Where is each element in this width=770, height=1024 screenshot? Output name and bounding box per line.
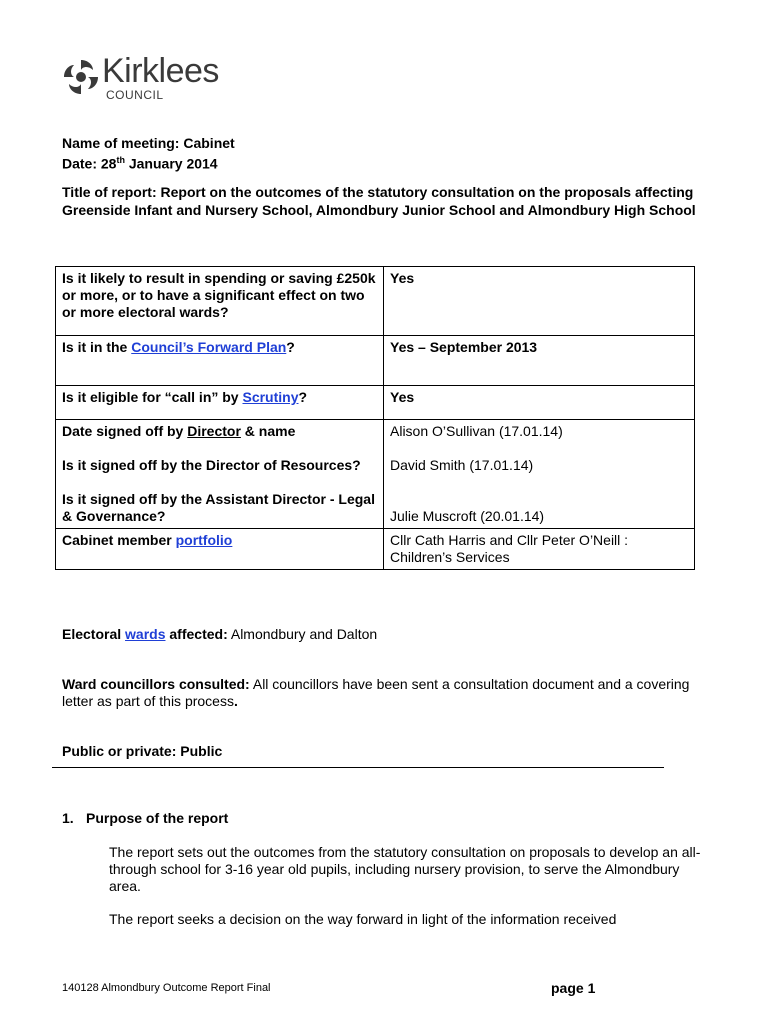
legal-question: Is it signed off by the Assistant Director - Legal & Governance? [62,491,375,524]
footer-document-name: 140128 Almondbury Outcome Report Final [62,982,271,994]
call-in-answer: Yes [384,386,695,420]
spending-question: Is it likely to result in spending or saving £250k or more, or to have a significant effect on two or more electoral wards? [56,267,384,336]
resources-answer: David Smith (17.01.14) [390,457,534,473]
table-row [56,529,695,570]
meeting-name: Name of meeting: Cabinet [62,135,235,151]
ward-councillors: Ward councillors consulted: All councillors have been sent a consultation document and a covering letter as part of this process. [62,676,690,709]
portfolio-link[interactable]: portfolio [175,532,233,548]
call-in-question: Is it eligible for “call in” by Scrutiny? [56,386,384,420]
purpose-paragraph-2: The report seeks a decision on the way forward in light of the information received [109,911,617,927]
kirklees-swirl-icon [62,58,100,96]
logo-subtitle: COUNCIL [106,88,164,102]
scrutiny-link[interactable]: Scrutiny [242,389,299,405]
sign-off-questions [56,420,384,529]
director-question: Date signed off by Director & name [62,423,296,439]
report-title: Title of report: Report on the outcomes of the statutory consultation on the proposals affecting Greenside Infant and Nursery School, Almondbury Junior School and Almondbury High School [62,184,696,218]
footer-page-number: page 1 [551,980,596,996]
portfolio-question: Cabinet member portfolio [56,529,384,570]
legal-answer: Julie Muscroft (20.01.14) [390,508,545,524]
table-row [56,267,695,336]
report-info-table [55,266,695,570]
purpose-paragraph-1: The report sets out the outcomes from the statutory consultation on proposals to develop an all-through school for 3-16 year old pupils, including nursery provision, to serve the Almondbury area. [109,844,701,894]
portfolio-answer: Cllr Cath Harris and Cllr Peter O’Neill : Children’s Services [384,529,695,570]
forward-plan-question: Is it in the Council’s Forward Plan? [56,336,384,386]
forward-plan-answer: Yes – September 2013 [384,336,695,386]
kirklees-logo [62,52,252,104]
forward-plan-link[interactable]: Council’s Forward Plan [131,339,287,355]
table-row [56,420,695,529]
wards-link[interactable]: wards [125,626,166,642]
sign-off-answers [384,420,695,529]
table-row [56,336,695,386]
public-private: Public or private: Public [62,743,223,759]
divider [52,767,664,768]
table-row [56,386,695,420]
meeting-date: Date: 28th January 2014 [62,155,218,172]
resources-question: Is it signed off by the Director of Resources? [62,457,361,473]
director-answer: Alison O’Sullivan (17.01.14) [390,423,563,439]
section-heading: 1. Purpose of the report [62,810,229,826]
electoral-wards: Electoral wards affected: Almondbury and Dalton [62,626,378,642]
spending-answer: Yes [384,267,695,336]
logo-wordmark: Kirklees [102,52,219,90]
